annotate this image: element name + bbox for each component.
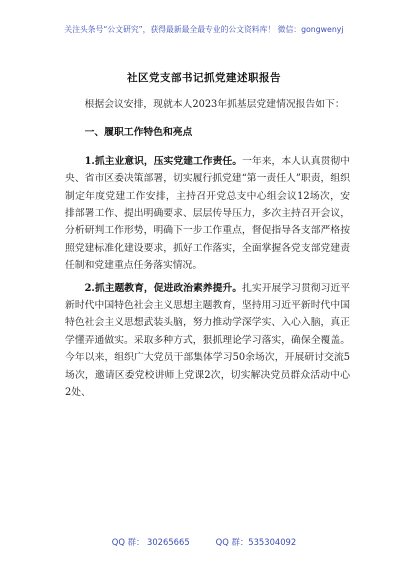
paragraph-item-1-body: 一年来，本人认真贯彻中央、省市区委决策部署，切实履行抓党建“第一责任人”职责，组织制定年度党建工作安排，主持召开党总支中心组会议12场次，安排部署工作、提出明确要求、层层传导压力，多次主持召开会议，分析研判工作形势，明确下一步工作重点，督促指导各支部严格按照党建标准化建设要求，抓好工作落实，全面掌握各党支部党建责任制和党建重点任务落实情况。 xyxy=(65,155,351,272)
document-body xyxy=(65,96,350,407)
paragraph-item-1-lead: 1.抓主业意识，压实党建工作责任。 xyxy=(84,155,243,167)
paragraph-item-2 xyxy=(65,280,350,402)
header-promo-note: 关注头条号“公文研究”，获得最新最全最专业的公文资料库！ 微信：gongwenyj xyxy=(64,25,344,34)
footer-qq-group-1: QQ 群： 30265665 xyxy=(111,537,190,547)
footer-qq-groups xyxy=(0,536,408,548)
section-heading-1: 一、履职工作特色和亮点 xyxy=(84,127,193,139)
intro-paragraph: 根据会议安排，现就本人2023年抓基层党建情况报告如下： xyxy=(84,99,345,110)
paragraph-item-1 xyxy=(65,153,350,275)
footer-qq-group-2: QQ 群：535304092 xyxy=(215,537,297,547)
paragraph-item-2-lead: 2.抓主题教育，促进政治素养提升。 xyxy=(84,282,243,294)
paragraph-item-2-body: 扎实开展学习贯彻习近平新时代中国特色社会主义思想主题教育，坚持用习近平新时代中国特色社会主义思想武装头脑，努力推动学深学实、入心入脑，真正学懂弄通做实。采取多种方式，狠抓理论学习落实，确保全覆盖。今年以来，组织广大党员干部集体学习50余场次，开展研讨交流5场次，邀请区委党校讲师上党课2次，切实解决党员群众活动中心2处、 xyxy=(65,282,351,399)
document-title: 社区党支部书记抓党建述职报告 xyxy=(127,72,281,84)
